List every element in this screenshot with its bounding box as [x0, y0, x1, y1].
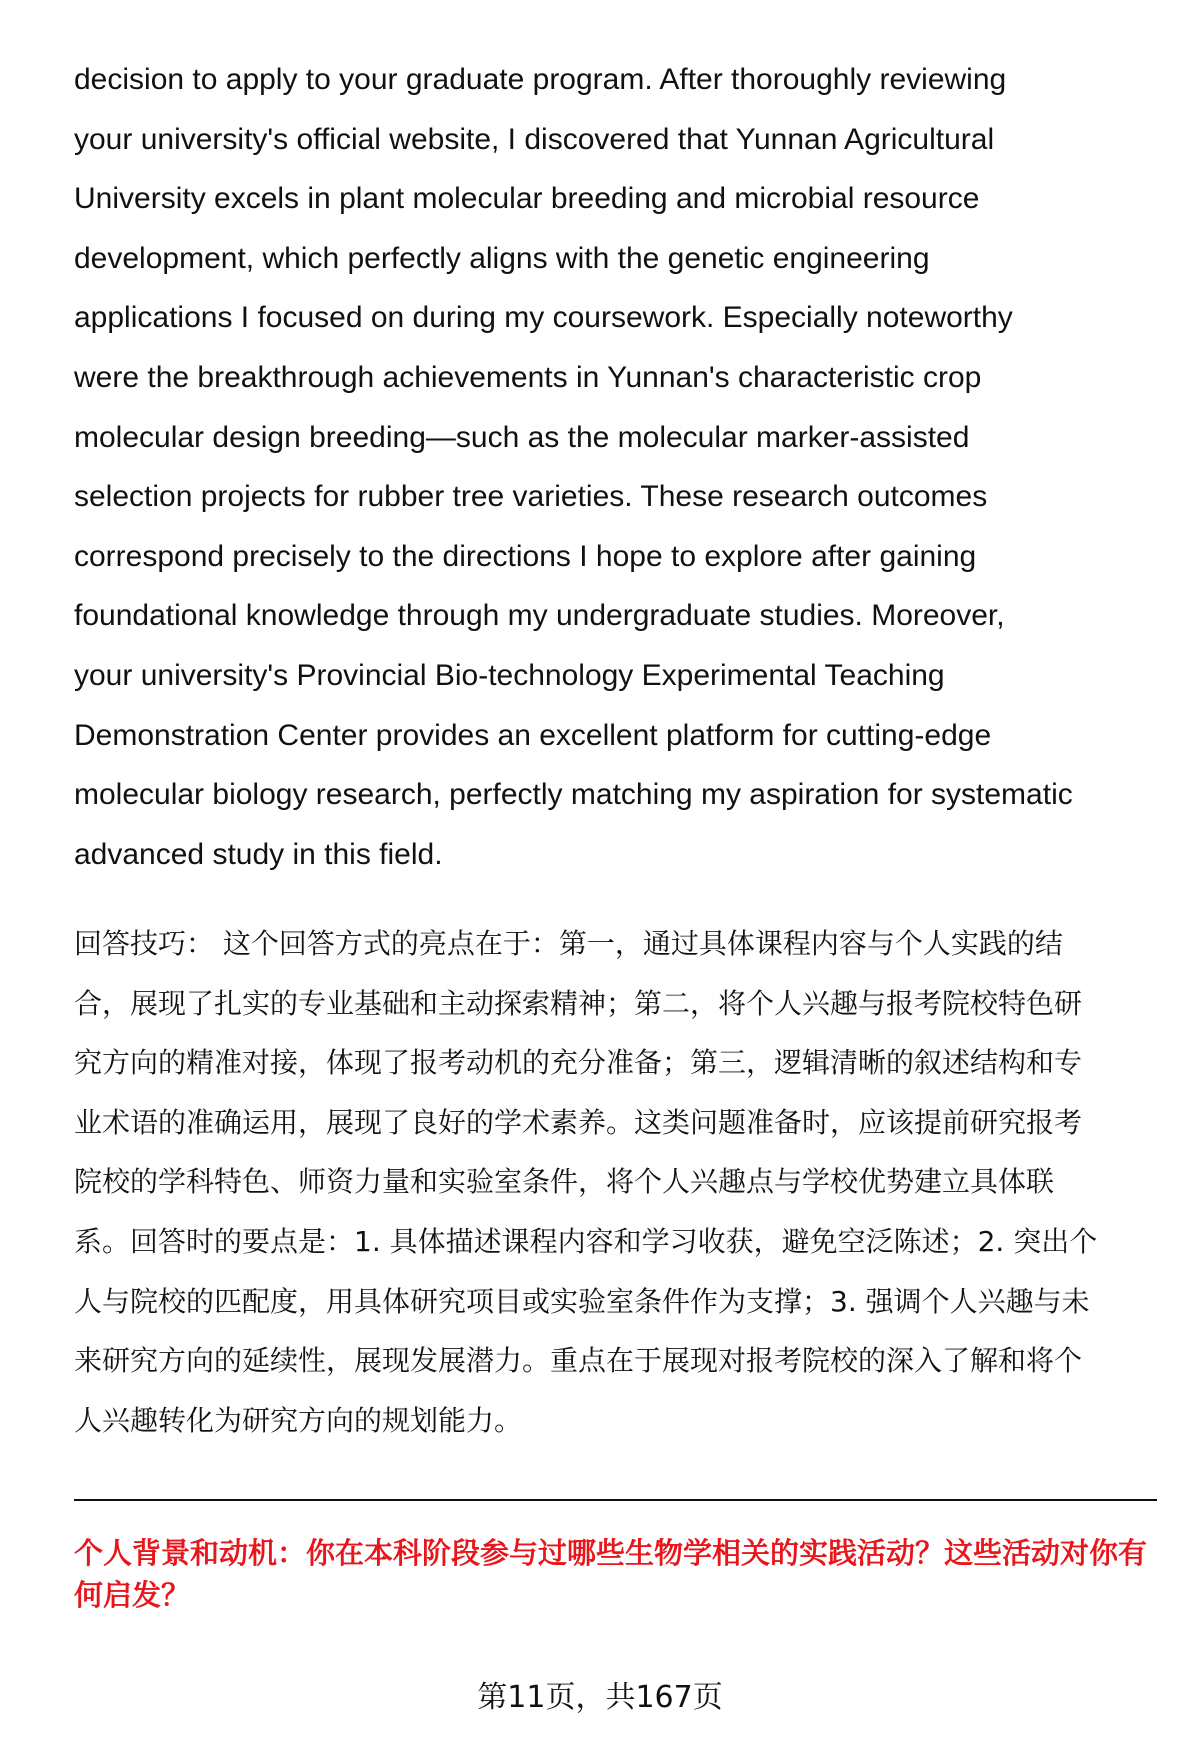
text-line: selection projects for rubber tree varieties. These research outcomes	[74, 480, 988, 514]
text-line: 业术语的准确运用，展现了良好的学术素养。这类问题准备时，应该提前研究报考	[74, 1105, 1083, 1139]
text-line: 回答技巧： 这个回答方式的亮点在于：第一，通过具体课程内容与个人实践的结	[74, 927, 1063, 960]
text-line: were the breakthrough achievements in Yunnan's characteristic crop	[74, 361, 982, 394]
text-line: advanced study in this field.	[74, 837, 443, 871]
text-line: 系。回答时的要点是：1. 具体描述课程内容和学习收获，避免空泛陈述；2. 突出个	[74, 1225, 1098, 1258]
text-line: 人与院校的匹配度，用具体研究项目或实验室条件作为支撑；3. 强调个人兴趣与未	[74, 1284, 1090, 1318]
text-line: 来研究方向的延续性，展现发展潜力。重点在于展现对报考院校的深入了解和将个	[74, 1344, 1083, 1378]
text-line: correspond precisely to the directions I hope to explore after gaining	[74, 539, 977, 573]
text-line: Demonstration Center provides an excellent platform for cutting-edge	[74, 718, 992, 752]
text-line: 究方向的精准对接，体现了报考动机的充分准备；第三，逻辑清晰的叙述结构和专	[74, 1046, 1083, 1080]
text-line: 人兴趣转化为研究方向的规划能力。	[74, 1403, 523, 1437]
text-line: molecular biology research, perfectly matching my aspiration for systematic	[74, 778, 1073, 812]
text-line: your university's Provincial Bio-technology Experimental Teaching	[74, 659, 945, 692]
next-question-heading: 个人背景和动机：你在本科阶段参与过哪些生物学相关的实践活动？这些活动对你有何启发？	[74, 1536, 1148, 1612]
page-number: 第11页，共167页	[477, 1680, 723, 1715]
text-line: development, which perfectly aligns with the genetic engineering	[74, 241, 930, 275]
divider	[74, 1499, 1157, 1501]
text-line: 院校的学科特色、师资力量和实验室条件，将个人兴趣点与学校优势建立具体联	[74, 1165, 1055, 1199]
text-line: foundational knowledge through my undergraduate studies. Moreover,	[74, 599, 1005, 633]
text-line: applications I focused on during my coursework. Especially noteworthy	[74, 301, 1013, 335]
text-line: 合，展现了扎实的专业基础和主动探索精神；第二，将个人兴趣与报考院校特色研	[74, 986, 1083, 1020]
text-line: decision to apply to your graduate program. After thoroughly reviewing	[74, 63, 1007, 96]
text-line: University excels in plant molecular breeding and microbial resource	[74, 182, 980, 216]
text-line: molecular design breeding—such as the molecular marker-assisted	[74, 420, 970, 454]
text-line: your university's official website, I discovered that Yunnan Agricultural	[74, 122, 995, 156]
